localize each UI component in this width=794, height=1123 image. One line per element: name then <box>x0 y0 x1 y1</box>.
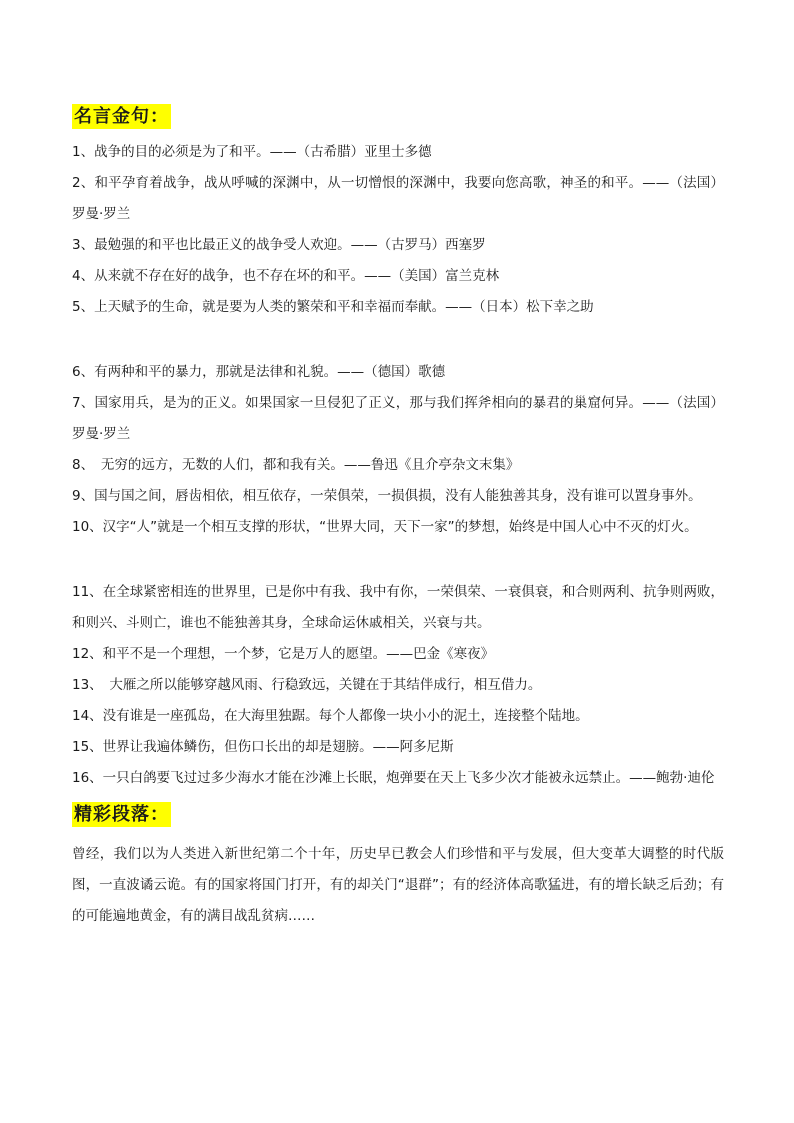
quote-item-4: 4、从来就不存在好的战争，也不存在坏的和平。——（美国）富兰克林 <box>72 268 500 284</box>
quote-item-12: 12、和平不是一个理想，一个梦，它是万人的愿望。——巴金《寒夜》 <box>72 646 495 662</box>
quote-item-6: 6、有两种和平的暴力，那就是法律和礼貌。——（德国）歌德 <box>72 364 446 380</box>
quote-item-8: 8、 无穷的远方，无数的人们，都和我有关。——鲁迅《且介亭杂文末集》 <box>72 457 520 473</box>
quote-item-16: 16、一只白鸽要飞过过多少海水才能在沙滩上长眠，炮弹要在天上飞多少次才能被永远禁止。——鲍勃·迪伦 <box>72 770 715 786</box>
quote-item-3: 3、最勉强的和平也比最正义的战争受人欢迎。——（古罗马）西塞罗 <box>72 237 486 253</box>
section-title-paragraphs: 精彩段落： <box>74 804 169 825</box>
quote-item-14: 14、没有谁是一座孤岛，在大海里独踞。每个人都像一块小小的泥土，连接整个陆地。 <box>72 708 589 724</box>
quote-item-9: 9、国与国之间，唇齿相依，相互依存，一荣俱荣，一损俱损，没有人能独善其身，没有谁可以置身事外。 <box>72 488 702 504</box>
section-title-quotes: 名言金句： <box>74 106 169 127</box>
spacer <box>72 323 724 357</box>
quote-item-13: 13、 大雁之所以能够穿越风雨、行稳致远，关键在于其结伴成行，相互借力。 <box>72 677 542 693</box>
quote-item-10: 10、汉字“人”就是一个相互支撑的形状，“世界大同，天下一家”的梦想，始终是中国人心中不灭的灯火。 <box>72 519 698 535</box>
featured-paragraph: 曾经，我们以为人类进入新世纪第二个十年，历史早已教会人们珍惜和平与发展，但大变革大调整的时代版图，一直波谲云诡。有的国家将国门打开，有的却关门“退群”；有的经济体高歌猛进，有的增长缺乏后劲；有的可能遍地黄金，有的满目战乱贫病…… <box>72 846 724 924</box>
document-page <box>72 100 724 932</box>
quote-item-5: 5、上天赋予的生命，就是要为人类的繁荣和平和幸福而奉献。——（日本）松下幸之助 <box>72 299 594 315</box>
spacer <box>72 543 724 577</box>
quote-item-2: 2、和平孕育着战争，战从呼喊的深渊中，从一切憎恨的深渊中，我要向您高歌，神圣的和平。——（法国）罗曼·罗兰 <box>72 175 724 222</box>
quote-list <box>72 137 724 794</box>
quote-item-11: 11、在全球紧密相连的世界里，已是你中有我、我中有你，一荣俱荣、一衰俱衰，和合则两利、抗争则两败，和则兴、斗则亡，谁也不能独善其身，全球命运休戚相关，兴衰与共。 <box>72 584 724 631</box>
quote-item-15: 15、世界让我遍体鳞伤，但伤口长出的却是翅膀。——阿多尼斯 <box>72 739 454 755</box>
quote-item-7: 7、国家用兵，是为的正义。如果国家一旦侵犯了正义，那与我们挥斧相向的暴君的巢窟何异。——（法国）罗曼·罗兰 <box>72 395 724 442</box>
quote-item-1: 1、战争的目的必须是为了和平。——（古希腊）亚里士多德 <box>72 144 432 160</box>
